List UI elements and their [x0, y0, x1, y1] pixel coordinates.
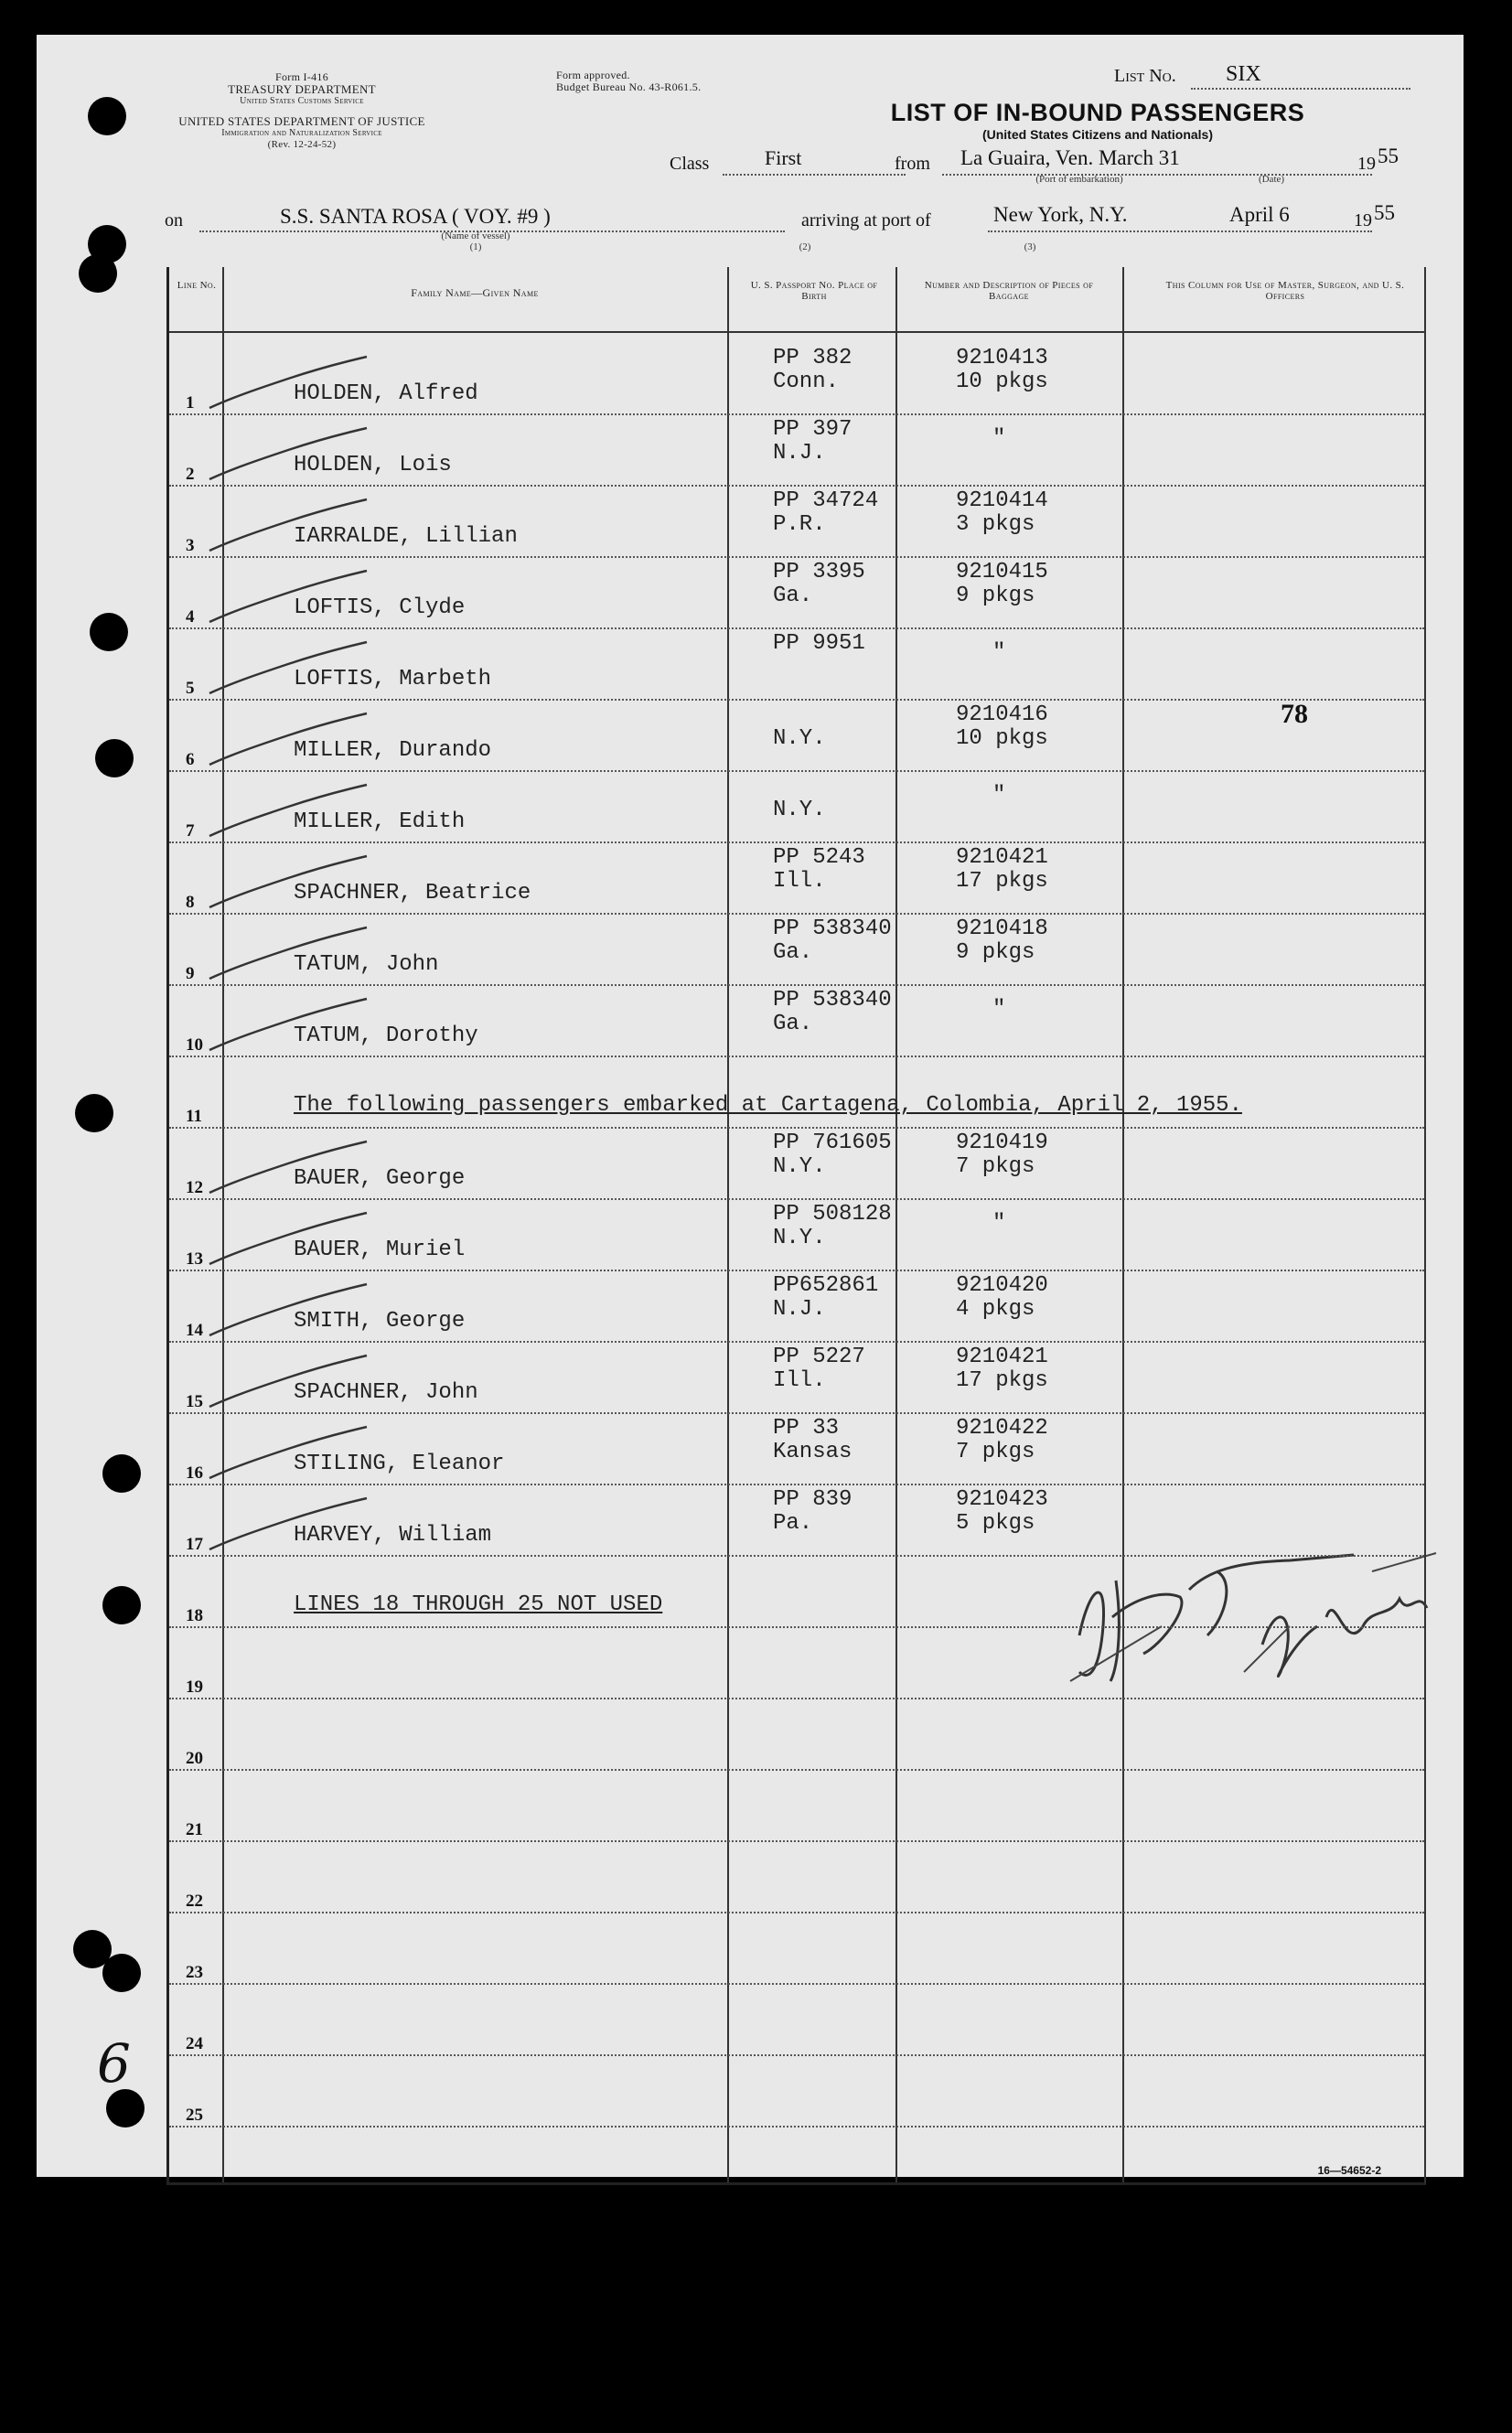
baggage-count: 10 pkgs: [956, 726, 1048, 751]
passenger-name: MILLER, Edith: [294, 809, 466, 834]
line-number: 1: [186, 393, 195, 413]
ditto-mark: ": [992, 640, 1006, 665]
punch-hole: [102, 1954, 141, 1992]
ditto-mark: ": [992, 426, 1006, 451]
line-number: 25: [186, 2106, 203, 2125]
place-of-birth: N.J.: [773, 1297, 826, 1322]
place-of-birth: N.J.: [773, 441, 826, 466]
table-row: [169, 1769, 1424, 1842]
place-of-birth: Ga.: [773, 584, 813, 608]
table-row: [169, 556, 1424, 629]
line-number: 16: [186, 1463, 203, 1483]
passenger-name: HARVEY, William: [294, 1523, 492, 1548]
arrival-port: New York, N.Y.: [993, 203, 1128, 226]
check-mark: [206, 1279, 370, 1343]
table-row: [169, 841, 1424, 915]
punch-hole: [79, 254, 117, 293]
on-label: on: [165, 210, 183, 230]
place-of-birth: Pa.: [773, 1511, 813, 1536]
check-mark: [206, 993, 370, 1057]
port-embark-label: (Port of embarkation): [1035, 174, 1123, 185]
table-row: [169, 1412, 1424, 1485]
table-row: [169, 1127, 1424, 1200]
table-row: [169, 342, 1424, 415]
page-title: LIST OF IN-BOUND PASSENGERS: [890, 99, 1305, 126]
check-mark: [206, 423, 370, 487]
page-subtitle: (United States Citizens and Nationals): [981, 127, 1214, 142]
baggage-count: 17 pkgs: [956, 869, 1048, 894]
place-of-birth: N.Y.: [773, 1154, 826, 1179]
check-mark: [206, 1136, 370, 1200]
passenger-name: HOLDEN, Alfred: [294, 381, 478, 406]
table-row: [169, 1840, 1424, 1913]
passport-number: PP 33: [773, 1416, 840, 1441]
row-note: LINES 18 THROUGH 25 NOT USED: [294, 1592, 663, 1617]
passport-number: PP 9951: [773, 631, 865, 656]
check-mark: [206, 351, 370, 415]
line-number: 2: [186, 465, 195, 484]
line-number: 4: [186, 607, 195, 627]
header-officers: This Column for Use of Master, Surgeon, and U. S. Officers: [1165, 280, 1405, 302]
check-mark: [206, 1350, 370, 1414]
table-row: [169, 770, 1424, 843]
ditto-mark: ": [992, 783, 1006, 808]
header-passport: U. S. Passport No. Place of Birth: [750, 280, 878, 302]
line-number: 15: [186, 1392, 203, 1411]
revision: (Rev. 12-24-52): [267, 139, 337, 150]
passport-number: PP 508128: [773, 1202, 892, 1227]
place-of-birth: Ga.: [773, 940, 813, 965]
punch-hole: [75, 1094, 113, 1132]
passport-number: PP 397: [773, 417, 853, 442]
place-of-birth: Ill.: [773, 1368, 826, 1393]
passenger-name: HOLDEN, Lois: [294, 453, 452, 477]
table-row: [169, 2054, 1424, 2128]
baggage-count: 7 pkgs: [956, 1440, 1035, 1464]
table-row: [169, 1056, 1424, 1129]
list-no-label: List No.: [1114, 66, 1176, 86]
line-number: 6: [186, 750, 195, 769]
baggage-count: 9 pkgs: [956, 584, 1035, 608]
arrival-year: 55: [1374, 201, 1395, 224]
place-of-birth: P.R.: [773, 512, 826, 537]
class-line: [723, 174, 906, 176]
baggage-number: 9210420: [956, 1273, 1048, 1298]
baggage-number: 9210421: [956, 845, 1048, 870]
line-number: 21: [186, 1820, 203, 1839]
header-name: Family Name—Given Name: [411, 286, 539, 299]
check-mark: [206, 922, 370, 986]
arrival-date: April 6: [1229, 203, 1290, 226]
stamp-number: 78: [1281, 699, 1308, 729]
punch-hole: [102, 1454, 141, 1493]
arrival-year-prefix: 19: [1354, 210, 1372, 230]
passenger-name: IARRALDE, Lillian: [294, 524, 518, 549]
approval-block: [556, 70, 776, 93]
num2: (2): [799, 241, 811, 252]
line-number: 14: [186, 1321, 203, 1340]
customs-service: United States Customs Service: [240, 96, 364, 106]
line-number: 24: [186, 2034, 203, 2053]
ditto-mark: ": [992, 997, 1006, 1022]
baggage-number: 9210419: [956, 1131, 1048, 1155]
check-mark: [206, 851, 370, 915]
check-mark: [206, 1421, 370, 1485]
passport-number: PP 538340: [773, 988, 892, 1013]
check-mark: [206, 708, 370, 772]
form-code: 16—54652-2: [1317, 2164, 1381, 2177]
baggage-count: 17 pkgs: [956, 1368, 1048, 1393]
passenger-name: LOFTIS, Clyde: [294, 595, 466, 620]
class-value: First: [765, 146, 802, 169]
table-row: [169, 627, 1424, 701]
table-row: [169, 1270, 1424, 1343]
place-of-birth: N.Y.: [773, 798, 826, 822]
passenger-name: MILLER, Durando: [294, 738, 492, 763]
place-of-birth: Ill.: [773, 869, 826, 894]
punch-hole: [88, 97, 126, 135]
from-value: La Guaira, Ven. March 31: [960, 146, 1180, 169]
from-year: 55: [1378, 145, 1399, 167]
passport-number: PP 34724: [773, 488, 879, 513]
table-row: [169, 1484, 1424, 1557]
passport-number: PP 3395: [773, 560, 865, 584]
baggage-count: 3 pkgs: [956, 512, 1035, 537]
passport-number: PP652861: [773, 1273, 879, 1298]
line-number: 19: [186, 1677, 203, 1697]
baggage-number: 9210422: [956, 1416, 1048, 1441]
baggage-number: 9210423: [956, 1487, 1048, 1512]
list-no-line: [1191, 88, 1410, 90]
passenger-name: TATUM, John: [294, 952, 439, 977]
place-of-birth: N.Y.: [773, 726, 826, 751]
check-mark: [206, 1493, 370, 1557]
treasury-dept: TREASURY DEPARTMENT: [228, 82, 376, 96]
vessel-name: S.S. SANTA ROSA ( VOY. #9 ): [280, 205, 551, 228]
passenger-name: BAUER, Muriel: [294, 1238, 466, 1262]
from-year-prefix: 19: [1357, 154, 1376, 174]
budget-bureau: Budget Bureau No. 43-R061.5.: [556, 80, 702, 93]
header-baggage: Number and Description of Pieces of Baggage: [924, 280, 1094, 302]
line-number: 11: [186, 1107, 202, 1126]
handwritten-corner: 6: [97, 2032, 131, 2095]
place-of-birth: Conn.: [773, 370, 840, 394]
passport-number: PP 839: [773, 1487, 853, 1512]
class-label: Class: [670, 154, 710, 174]
line-number: 9: [186, 964, 195, 983]
baggage-count: 10 pkgs: [956, 370, 1048, 394]
header-line-no: Line No.: [177, 280, 217, 291]
baggage-count: 9 pkgs: [956, 940, 1035, 965]
passenger-name: STILING, Eleanor: [294, 1452, 505, 1476]
check-mark: [206, 779, 370, 843]
baggage-number: 9210421: [956, 1345, 1048, 1369]
line-number: 10: [186, 1035, 203, 1055]
baggage-number: 9210415: [956, 560, 1048, 584]
form-page: [37, 35, 1464, 2177]
arrival-line: [988, 230, 1372, 232]
line-number: 5: [186, 679, 195, 698]
list-no-value: SIX: [1226, 62, 1261, 86]
form-number: Form I-416: [275, 70, 328, 83]
passenger-name: SPACHNER, Beatrice: [294, 881, 531, 906]
table-row: [169, 699, 1424, 772]
check-mark: [206, 565, 370, 629]
passenger-name: LOFTIS, Marbeth: [294, 667, 492, 691]
place-of-birth: N.Y.: [773, 1226, 826, 1250]
table-row: [169, 1983, 1424, 2056]
line-number: 22: [186, 1892, 203, 1911]
agency-block: [155, 71, 448, 107]
punch-hole: [90, 613, 128, 651]
punch-hole: [106, 2089, 145, 2128]
baggage-number: 9210416: [956, 702, 1048, 727]
baggage-number: 9210418: [956, 916, 1048, 941]
form-approved: Form approved.: [556, 69, 630, 81]
vessel-num: (1): [469, 241, 482, 252]
date-label: (Date): [1258, 174, 1285, 185]
line-number: 20: [186, 1749, 203, 1768]
passport-number: PP 382: [773, 346, 853, 370]
line-number: 3: [186, 536, 195, 555]
from-label: from: [895, 154, 930, 174]
punch-hole: [102, 1586, 141, 1624]
place-of-birth: Ga.: [773, 1012, 813, 1036]
baggage-number: 9210414: [956, 488, 1048, 513]
baggage-count: 5 pkgs: [956, 1511, 1035, 1536]
baggage-count: 7 pkgs: [956, 1154, 1035, 1179]
passport-number: PP 538340: [773, 916, 892, 941]
table-row: [169, 1341, 1424, 1414]
num3: (3): [1024, 241, 1036, 252]
line-number: 7: [186, 821, 195, 841]
table-row: [169, 913, 1424, 986]
ins-service: Immigration and Naturalization Service: [221, 128, 382, 138]
passport-number: PP 761605: [773, 1131, 892, 1155]
header-rule: [169, 331, 1424, 333]
line-number: 12: [186, 1178, 203, 1197]
table-row: [169, 485, 1424, 558]
table-row: [169, 413, 1424, 487]
place-of-birth: Kansas: [773, 1440, 853, 1464]
ditto-mark: ": [992, 1211, 1006, 1236]
line-number: 18: [186, 1606, 203, 1625]
passenger-name: BAUER, George: [294, 1166, 466, 1191]
line-number: 13: [186, 1249, 203, 1269]
passenger-name: TATUM, Dorothy: [294, 1024, 478, 1048]
justice-dept: UNITED STATES DEPARTMENT OF JUSTICE: [178, 114, 425, 128]
justice-block: [146, 115, 457, 151]
table-row: [169, 1912, 1424, 1985]
baggage-count: 4 pkgs: [956, 1297, 1035, 1322]
baggage-number: 9210413: [956, 346, 1048, 370]
passport-number: PP 5227: [773, 1345, 865, 1369]
table-row: [169, 1198, 1424, 1271]
line-number: 17: [186, 1535, 203, 1554]
table-row: [169, 984, 1424, 1057]
row-note: The following passengers embarked at Cartagena, Colombia, April 2, 1955.: [294, 1093, 1242, 1118]
table-row: [169, 1555, 1424, 1628]
check-mark: [206, 1207, 370, 1271]
arriving-label: arriving at port of: [801, 210, 931, 230]
table-row: [169, 1626, 1424, 1699]
line-number: 23: [186, 1963, 203, 1982]
punch-hole: [95, 739, 134, 777]
passport-number: PP 5243: [773, 845, 865, 870]
check-mark: [206, 637, 370, 701]
vessel-label: (Name of vessel): [441, 230, 510, 241]
passenger-table: [166, 267, 1426, 2185]
passenger-name: SPACHNER, John: [294, 1380, 478, 1405]
table-row: [169, 1698, 1424, 1771]
check-mark: [206, 494, 370, 558]
passenger-name: SMITH, George: [294, 1309, 466, 1334]
line-number: 8: [186, 893, 195, 912]
